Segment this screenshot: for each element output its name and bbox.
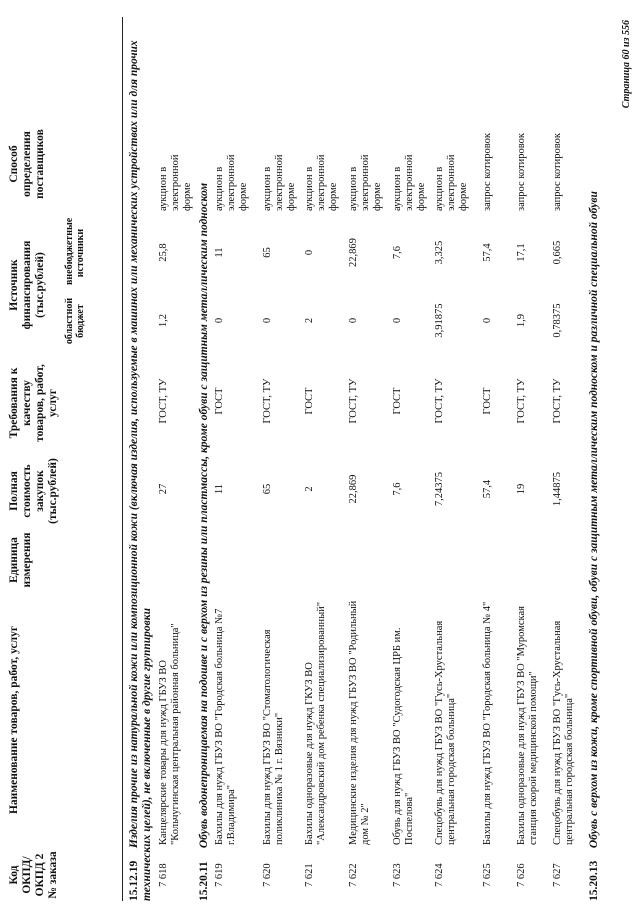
item-regional: 3,91875 <box>434 303 445 338</box>
order-number: 7 620 <box>262 863 273 887</box>
item-method: аукцион в электронной форме <box>304 154 339 211</box>
item-extra: 17,1 <box>516 243 527 262</box>
item-name: Медицинские изделия для нужд ГБУЗ ВО "Родильный дом № 2" <box>348 600 371 845</box>
header-unit: Единица измерения <box>8 532 33 588</box>
order-number: 7 619 <box>214 863 225 887</box>
header-name: Наименование товаров, работ, услуг <box>8 625 20 815</box>
item-name: Бахилы для нужд ГБУЗ ВО "Стоматологическая поликлиника № 1 г. Вязники" <box>262 629 285 845</box>
group-title: Изделия прочие из натуральной кожи или композиционной кожи (включая изделия, используемые в машинах или механических устройствах или для прочих технических целей), не включенные в другие группировки <box>128 40 153 901</box>
item-name: Канцелярские товары для нужд ГБУЗ ВО "Кольчугинская центральная районная больница" <box>158 623 181 845</box>
item-requirements: ГОСТ, ТУ <box>516 378 527 424</box>
item-name: Бахилы для нужд ГБУЗ ВО "Городская больница № 4" <box>482 601 493 845</box>
item-method: аукцион в электронной форме <box>348 154 383 211</box>
item-requirements: ГОСТ <box>392 387 403 415</box>
item-extra: 65 <box>262 247 273 258</box>
item-regional: 0,78375 <box>552 303 563 338</box>
item-extra: 7,6 <box>392 245 403 260</box>
order-number: 7 624 <box>434 863 445 887</box>
item-requirements: ГОСТ <box>214 387 225 415</box>
group-heading <box>128 21 154 901</box>
item-method: аукцион в электронной форме <box>214 154 249 211</box>
header-cost: Полная стоимость закупок (тыс.рублей) <box>8 458 59 524</box>
item-method: аукцион в электронной форме <box>262 154 297 211</box>
page-number: Страница 60 из 556 <box>621 20 632 109</box>
item-extra: 3,325 <box>434 240 445 265</box>
order-number: 7 621 <box>304 863 315 887</box>
item-method: запрос котировок <box>482 133 493 211</box>
item-requirements: ГОСТ <box>304 387 315 415</box>
order-number: 7 623 <box>392 863 403 887</box>
order-number: 7 625 <box>482 863 493 887</box>
item-cost: 22,869 <box>348 474 359 504</box>
order-number: 7 622 <box>348 863 359 887</box>
item-method: аукцион в электронной форме <box>158 154 193 211</box>
group-code: 15.12.19 <box>128 860 140 901</box>
item-cost: 1,44875 <box>552 471 563 507</box>
item-regional: 0 <box>348 317 359 324</box>
item-method: запрос котировок <box>552 133 563 211</box>
item-regional: 2 <box>304 317 315 324</box>
item-regional: 0 <box>392 317 403 324</box>
item-extra: 11 <box>214 247 225 258</box>
group-heading <box>588 21 601 901</box>
item-cost: 11 <box>214 483 225 495</box>
item-extra: 22,869 <box>348 238 359 267</box>
group-code: 15.20.11 <box>198 861 210 901</box>
item-regional: 1,9 <box>516 313 527 328</box>
header-financing: Источник финансирования (тыс.рублей) <box>8 240 46 330</box>
item-extra: 0 <box>304 249 315 256</box>
item-cost: 2 <box>304 486 315 492</box>
item-regional: 1,2 <box>158 313 169 328</box>
item-requirements: ГОСТ <box>482 387 493 415</box>
item-regional: 0 <box>214 317 225 324</box>
item-regional: 0 <box>482 317 493 324</box>
item-extra: 0,665 <box>552 240 563 265</box>
header-rule <box>122 17 123 901</box>
header-method: Способ определения поставщиков <box>8 129 46 199</box>
item-name: Спецобувь для нужд ГБУЗ ВО "Гусь-Хрустальная центральная городская больница" <box>434 620 457 845</box>
item-method: аукцион в электронной форме <box>434 154 469 211</box>
item-cost: 57,4 <box>482 479 493 499</box>
item-regional: 0 <box>262 317 273 324</box>
item-requirements: ГОСТ, ТУ <box>434 378 445 424</box>
header-code: Код ОКПД/ ОКПД 2 № заказа <box>8 851 59 899</box>
order-number: 7 626 <box>516 863 527 887</box>
item-requirements: ГОСТ, ТУ <box>348 378 359 424</box>
item-method: запрос котировок <box>516 133 527 211</box>
item-name: Спецобувь для нужд ГБУЗ ВО "Гусь-Хрустальная центральная городская больница" <box>552 620 575 845</box>
item-name: Бахилы одноразовые для нужд ГКУЗ ВО "Александровский дом ребенка специализированный" <box>304 601 327 845</box>
header-fin-extra: внебюджетные источники <box>64 217 86 285</box>
header-requirements: Требования к качеству товаров, работ, услуг <box>8 364 59 442</box>
item-name: Бахилы для нужд ГБУЗ ВО "Городская больница №7 г.Владимира" <box>214 608 237 845</box>
header-fin-regional: областной бюджет <box>64 297 86 345</box>
item-cost: 27 <box>158 483 169 495</box>
item-requirements: ГОСТ, ТУ <box>158 378 169 424</box>
group-title: Обувь с верхом из кожи, кроме спортивной обуви, обуви с защитным металлическим подноском и различной специальной обуви <box>588 191 600 849</box>
item-method: аукцион в электронной форме <box>392 154 427 211</box>
item-extra: 25,8 <box>158 243 169 262</box>
group-title: Обувь водонепроницаемая на подошве и с верхом из резины или пластмассы, кроме обуви с защитным металлическим подноском <box>198 182 210 849</box>
item-cost: 7,6 <box>392 482 403 496</box>
item-cost: 65 <box>262 483 273 495</box>
order-number: 7 627 <box>552 863 563 887</box>
item-name: Обувь для нужд ГБУЗ ВО "Судогодская ЦРБ им. Поспелова" <box>392 627 415 845</box>
order-number: 7 618 <box>158 863 169 887</box>
item-requirements: ГОСТ, ТУ <box>552 378 563 424</box>
item-cost: 7,24375 <box>434 471 445 507</box>
item-requirements: ГОСТ, ТУ <box>262 378 273 424</box>
item-name: Бахилы одноразовые для нужд ГБУЗ ВО "Муромская станция скорой медицинской помощи" <box>516 606 539 845</box>
item-cost: 19 <box>516 483 527 495</box>
group-code: 15.20.13 <box>588 860 600 901</box>
item-extra: 57,4 <box>482 243 493 262</box>
group-heading <box>198 21 211 901</box>
